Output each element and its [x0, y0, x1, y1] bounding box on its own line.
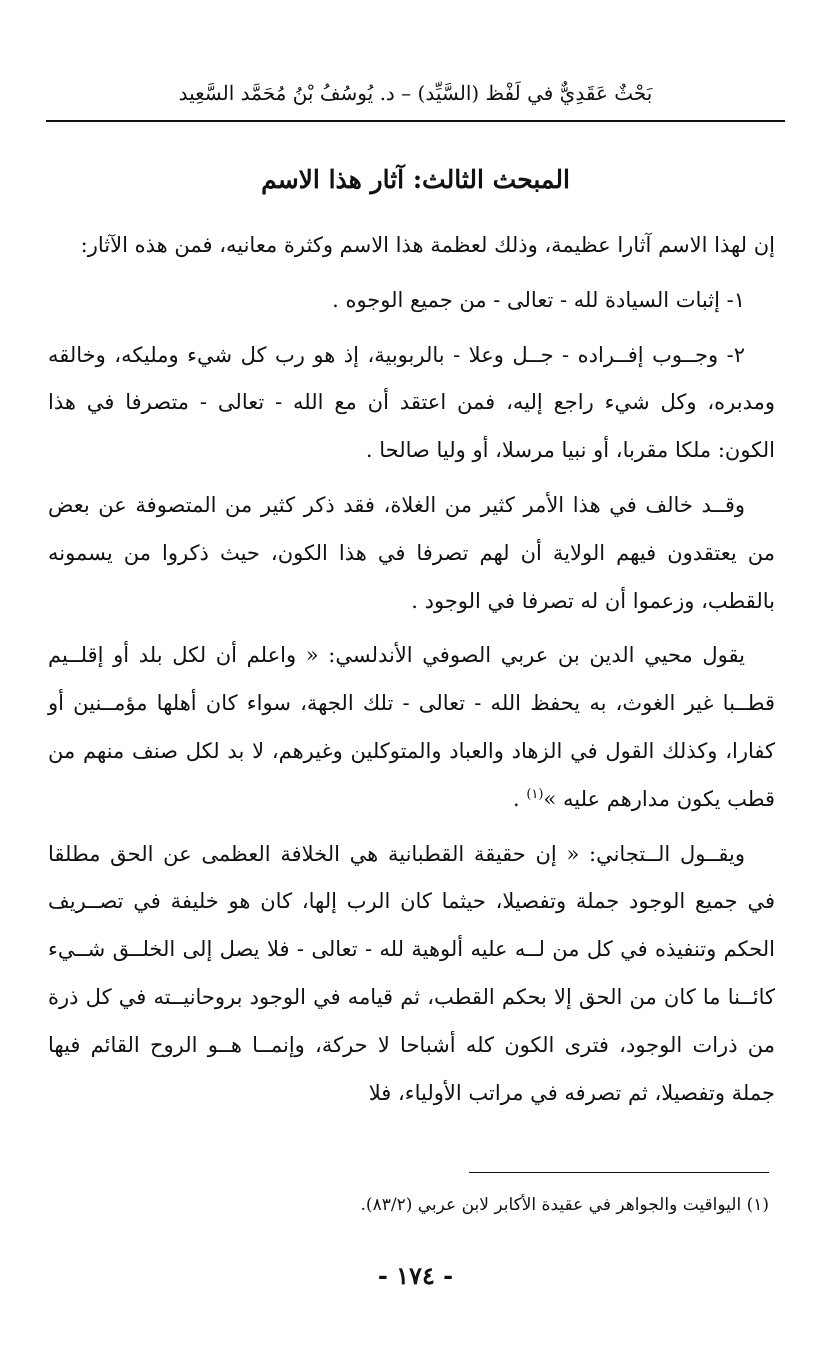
section-title: المبحث الثالث: آثار هذا الاسم [261, 165, 570, 194]
paragraph [48, 632, 775, 823]
paragraph: وقــد خالف في هذا الأمر كثير من الغلاة، فقد ذكر كثير من المتصوفة عن بعض من يعتقدون فيهم الولاية أن لهم تصرفا في هذا الكون، حيث ذكروا من يسمونه بالقطب، وزعموا أن له تصرفا في الوجود . [48, 492, 775, 613]
footnote-divider [469, 1172, 769, 1173]
page-number: - ١٧٤ - [377, 1261, 454, 1290]
quote-end: . [512, 786, 527, 811]
header-divider [46, 120, 785, 122]
body-text [48, 222, 775, 1124]
running-header: بَحْثٌ عَقَدِيٌّ في لَفْظ (السَّيِّد) – د. يُوسُفُ بْنُ مُحَمَّد السَّعِيد [178, 81, 653, 105]
paragraph: ويقــول الــتجاني: « إن حقيقة القطبانية هي الخلافة العظمى عن الحق مطلقا في جميع الوجود جملة وتفصيلا، حيثما كان الرب إلها، كان هو خليفة في تصــريف الحكم وتنفيذه في كل من لــه عليه ألوهية لله - تعالى - فلا يصل إلى الخلــق شــيء كائــنا ما كان من الحق إلا بحكم القطب، ثم قيامه في الوجود بروحانيــته في كل ذرة من ذرات الوجود، فترى الكون كله أشباحا لا حركة، وإنمــا هــو الروح القائم فيها جملة وتفصيلا، ثم تصرفه في مراتب الأولياء، فلا [48, 841, 775, 1105]
paragraph: ٢- وجــوب إفــراده - جــل وعلا - بالربوبية، إذ هو رب كل شيء ومليكه، وخالقه ومدبره، وكل شيء راجع إليه، فمن اعتقد أن مع الله - تعالى - متصرفا في هذا الكون: ملكا مقربا، أو نبيا مرسلا، أو وليا صالحا . [48, 342, 775, 463]
quote-text: يقول محيي الدين بن عربي الصوفي الأندلسي: « واعلم أن لكل بلد أو إقلــيم قطــبا غير الغوث، به يحفظ الله - تعالى - تلك الجهة، سواء كان أهلها مؤمــنين أو كفارا، وكذلك القول في الزهاد والعباد والمتوكلين وغيرهم، لا بد لكل صنف منهم من قطب يكون مدارهم عليه » [48, 643, 775, 811]
paragraph: إن لهذا الاسم آثارا عظيمة، وذلك لعظمة هذا الاسم وكثرة معانيه، فمن هذه الآثار: [80, 233, 775, 257]
footnote-reference: (١) [526, 786, 544, 802]
paragraph: ١- إثبات السيادة لله - تعالى - من جميع الوجوه . [332, 287, 745, 312]
footnote: (١) اليواقيت والجواهر في عقيدة الأكابر لابن عربي (٨٣/٢). [360, 1195, 769, 1215]
